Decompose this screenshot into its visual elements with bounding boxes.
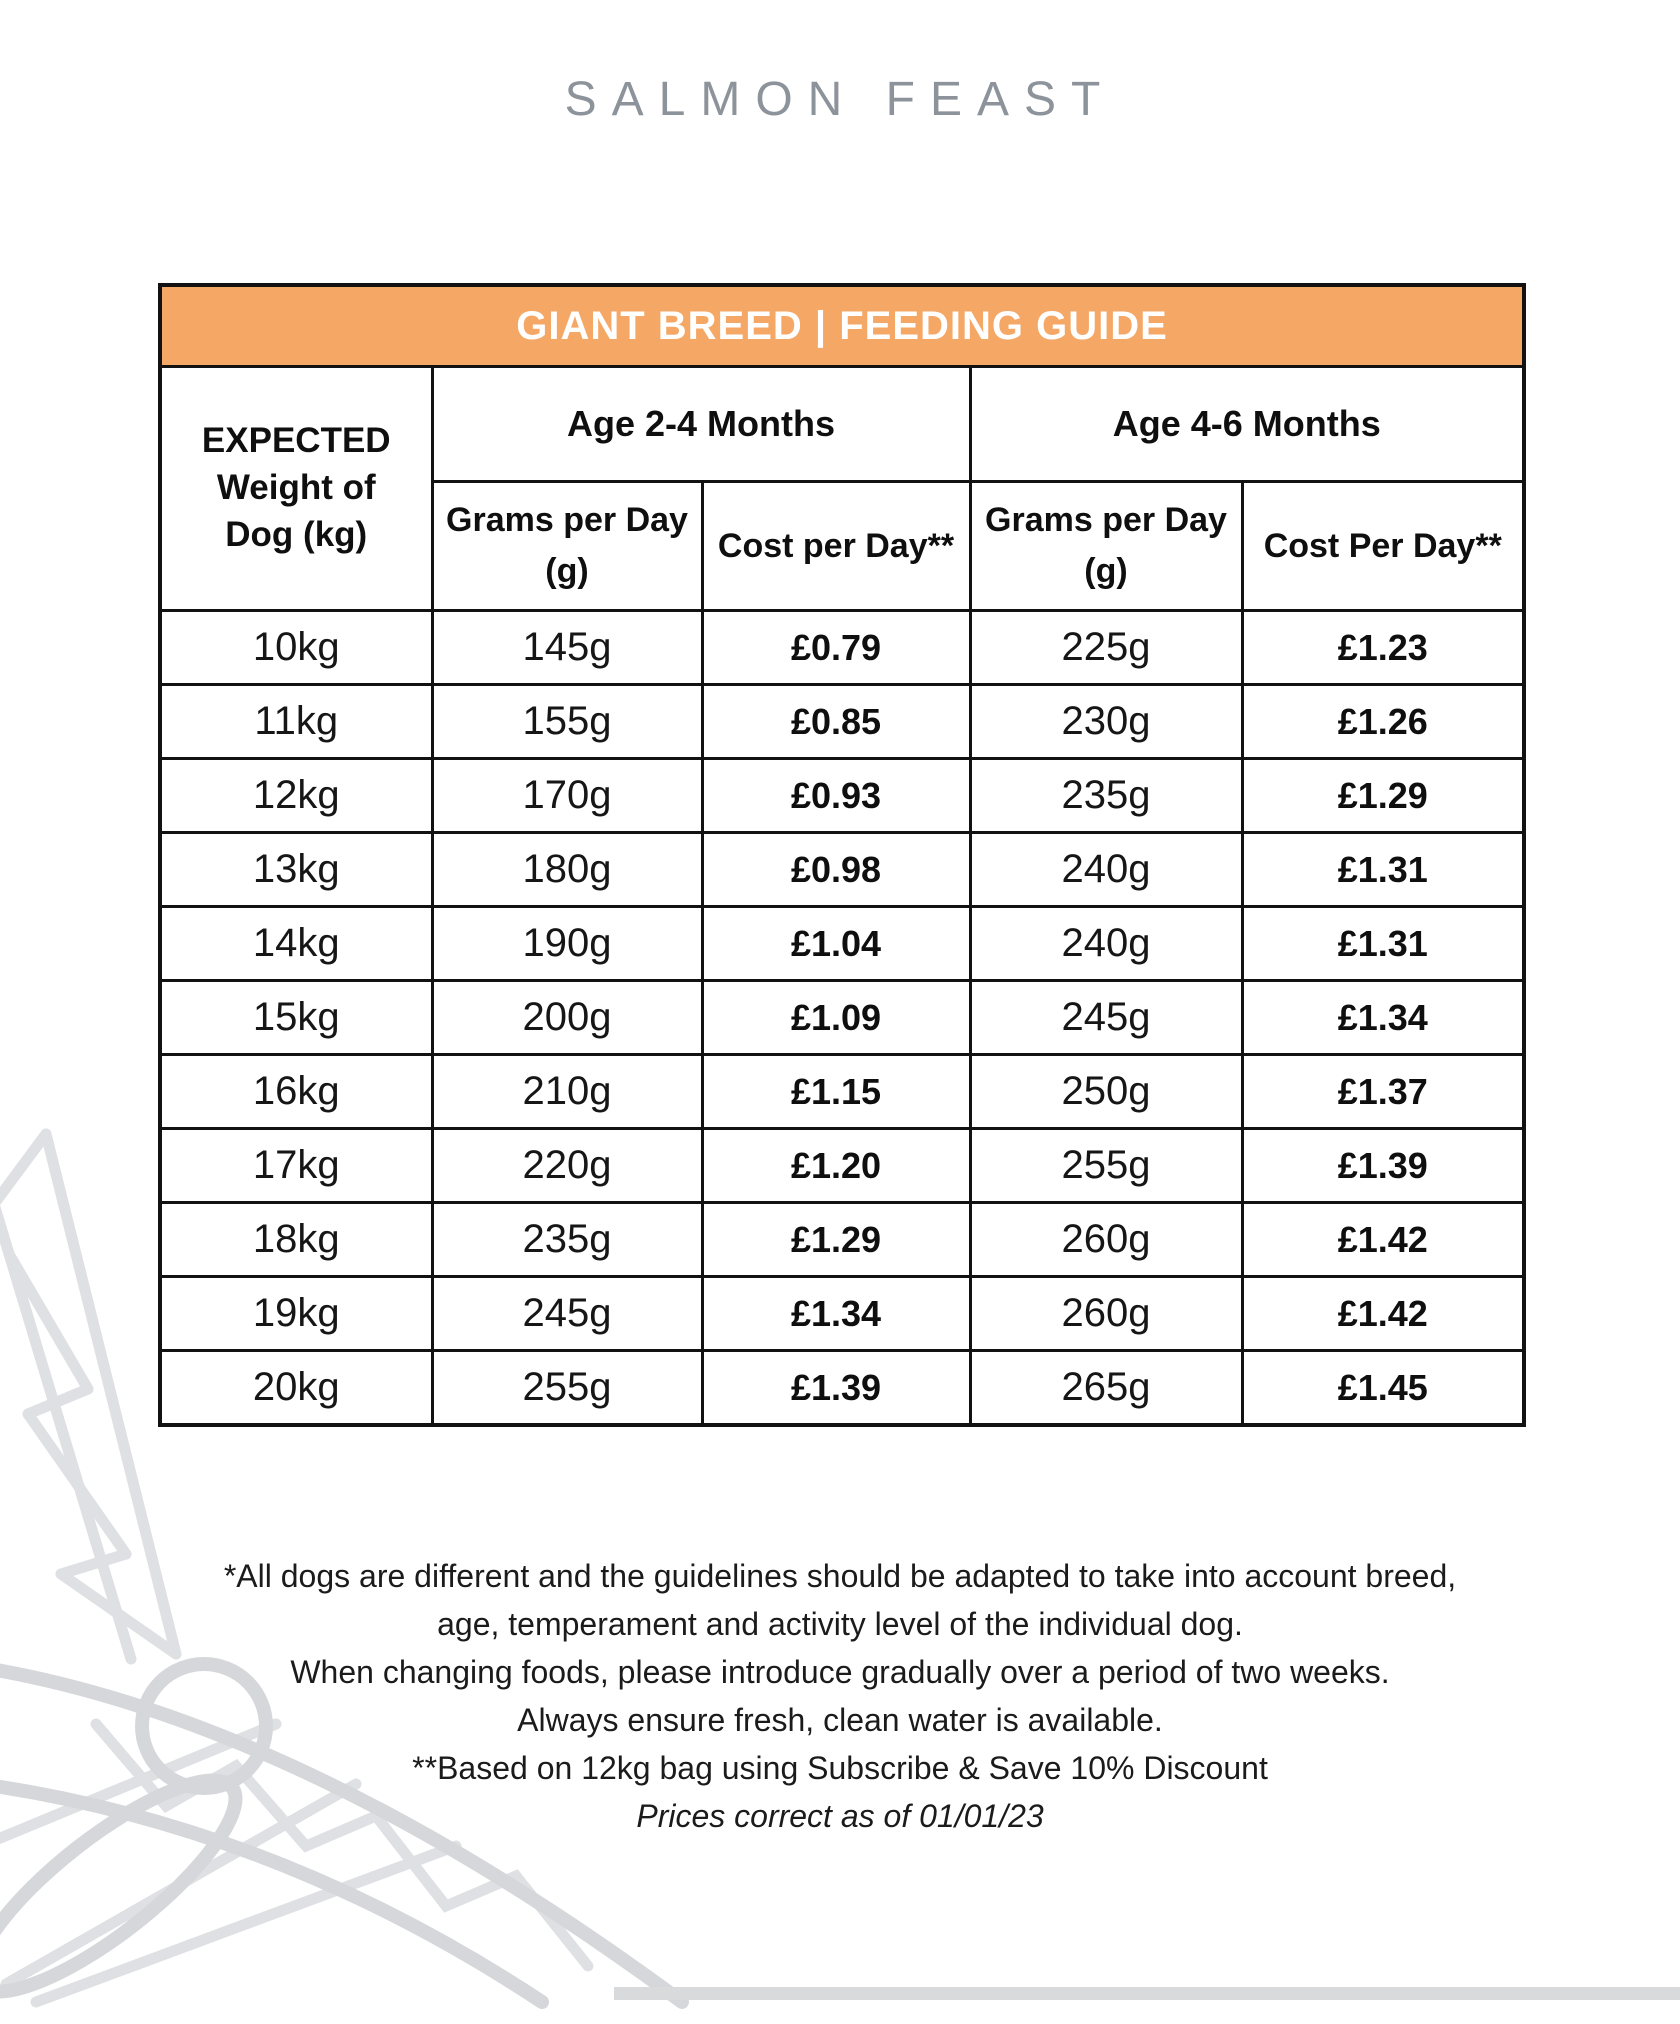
- table-row: [160, 759, 1524, 833]
- grams-cell: 220g: [432, 1129, 702, 1203]
- disclaimer-line1: *All dogs are different and the guidelines should be adapted to take into account breed,: [223, 1558, 1457, 1594]
- disclaimer-line2: age, temperament and activity level of the individual dog.: [437, 1606, 1243, 1642]
- weight-column-header: [160, 367, 432, 611]
- cost-cell: £1.26: [1242, 685, 1524, 759]
- age-group-header-4-6: Age 4-6 Months: [970, 367, 1524, 482]
- cost-cell: £1.29: [1242, 759, 1524, 833]
- cost-header-4-6: Cost Per Day**: [1242, 482, 1524, 611]
- grams-cell: 170g: [432, 759, 702, 833]
- grams-header-2-4: Grams per Day (g): [432, 482, 702, 611]
- table-row: [160, 1129, 1524, 1203]
- cost-cell: £1.20: [702, 1129, 970, 1203]
- weight-cell: 19kg: [160, 1277, 432, 1351]
- weight-cell: 17kg: [160, 1129, 432, 1203]
- cost-cell: £0.98: [702, 833, 970, 907]
- grams-cell: 235g: [970, 759, 1242, 833]
- weight-header-line3: Dog (kg): [225, 514, 368, 554]
- table-row: [160, 1055, 1524, 1129]
- grams-cell: 180g: [432, 833, 702, 907]
- grams-cell: 260g: [970, 1277, 1242, 1351]
- cost-cell: £1.45: [1242, 1351, 1524, 1426]
- table-row: [160, 833, 1524, 907]
- age-group-header-2-4: Age 2-4 Months: [432, 367, 970, 482]
- grams-cell: 210g: [432, 1055, 702, 1129]
- weight-header-line1: EXPECTED: [201, 421, 391, 461]
- grams-cell: 235g: [432, 1203, 702, 1277]
- grams-cell: 155g: [432, 685, 702, 759]
- bottom-edge-strip: [614, 1987, 1680, 2000]
- grams-cell: 265g: [970, 1351, 1242, 1426]
- grams-cell: 200g: [432, 981, 702, 1055]
- cost-cell: £1.39: [702, 1351, 970, 1426]
- cost-cell: £1.39: [1242, 1129, 1524, 1203]
- grams-cell: 240g: [970, 833, 1242, 907]
- grams-cell: 245g: [970, 981, 1242, 1055]
- table-row: [160, 981, 1524, 1055]
- footnotes: [0, 1552, 1680, 1840]
- cost-cell: £1.29: [702, 1203, 970, 1277]
- water-note: Always ensure fresh, clean water is available.: [517, 1702, 1163, 1738]
- grams-cell: 240g: [970, 907, 1242, 981]
- disclaimer-note: [90, 1552, 1590, 1696]
- grams-cell: 230g: [970, 685, 1242, 759]
- table-row: [160, 907, 1524, 981]
- weight-cell: 10kg: [160, 611, 432, 685]
- age-header-row: [160, 367, 1524, 482]
- weight-cell: 14kg: [160, 907, 432, 981]
- table-row: [160, 611, 1524, 685]
- cost-cell: £1.31: [1242, 907, 1524, 981]
- transition-note: When changing foods, please introduce gradually over a period of two weeks.: [290, 1654, 1390, 1690]
- table-row: [160, 1277, 1524, 1351]
- table-row: [160, 1351, 1524, 1426]
- grams-cell: 255g: [970, 1129, 1242, 1203]
- cost-header-2-4: Cost per Day**: [702, 482, 970, 611]
- cost-cell: £1.42: [1242, 1203, 1524, 1277]
- weight-cell: 16kg: [160, 1055, 432, 1129]
- cost-cell: £0.85: [702, 685, 970, 759]
- cost-cell: £1.34: [1242, 981, 1524, 1055]
- cost-cell: £1.23: [1242, 611, 1524, 685]
- weight-cell: 20kg: [160, 1351, 432, 1426]
- feeding-guide-banner: GIANT BREED | FEEDING GUIDE: [160, 285, 1524, 367]
- cost-cell: £0.79: [702, 611, 970, 685]
- weight-header-line2: Weight of: [216, 468, 376, 508]
- weight-cell: 12kg: [160, 759, 432, 833]
- price-date-note: Prices correct as of 01/01/23: [636, 1798, 1044, 1834]
- cost-cell: £1.42: [1242, 1277, 1524, 1351]
- grams-cell: 255g: [432, 1351, 702, 1426]
- cost-cell: £0.93: [702, 759, 970, 833]
- weight-cell: 11kg: [160, 685, 432, 759]
- cost-cell: £1.37: [1242, 1055, 1524, 1129]
- cost-cell: £1.09: [702, 981, 970, 1055]
- cost-cell: £1.04: [702, 907, 970, 981]
- weight-cell: 15kg: [160, 981, 432, 1055]
- cost-cell: £1.31: [1242, 833, 1524, 907]
- table-row: [160, 685, 1524, 759]
- grams-cell: 190g: [432, 907, 702, 981]
- feeding-guide-table: [158, 283, 1526, 1427]
- pricing-basis-note: **Based on 12kg bag using Subscribe & Save 10% Discount: [412, 1750, 1268, 1786]
- grams-cell: 225g: [970, 611, 1242, 685]
- grams-cell: 245g: [432, 1277, 702, 1351]
- cost-cell: £1.15: [702, 1055, 970, 1129]
- grams-cell: 145g: [432, 611, 702, 685]
- cost-cell: £1.34: [702, 1277, 970, 1351]
- grams-cell: 250g: [970, 1055, 1242, 1129]
- product-title: SALMON FEAST: [564, 73, 1116, 126]
- banner-row: [160, 285, 1524, 367]
- grams-header-4-6: Grams per Day (g): [970, 482, 1242, 611]
- grams-cell: 260g: [970, 1203, 1242, 1277]
- weight-cell: 13kg: [160, 833, 432, 907]
- weight-cell: 18kg: [160, 1203, 432, 1277]
- table-row: [160, 1203, 1524, 1277]
